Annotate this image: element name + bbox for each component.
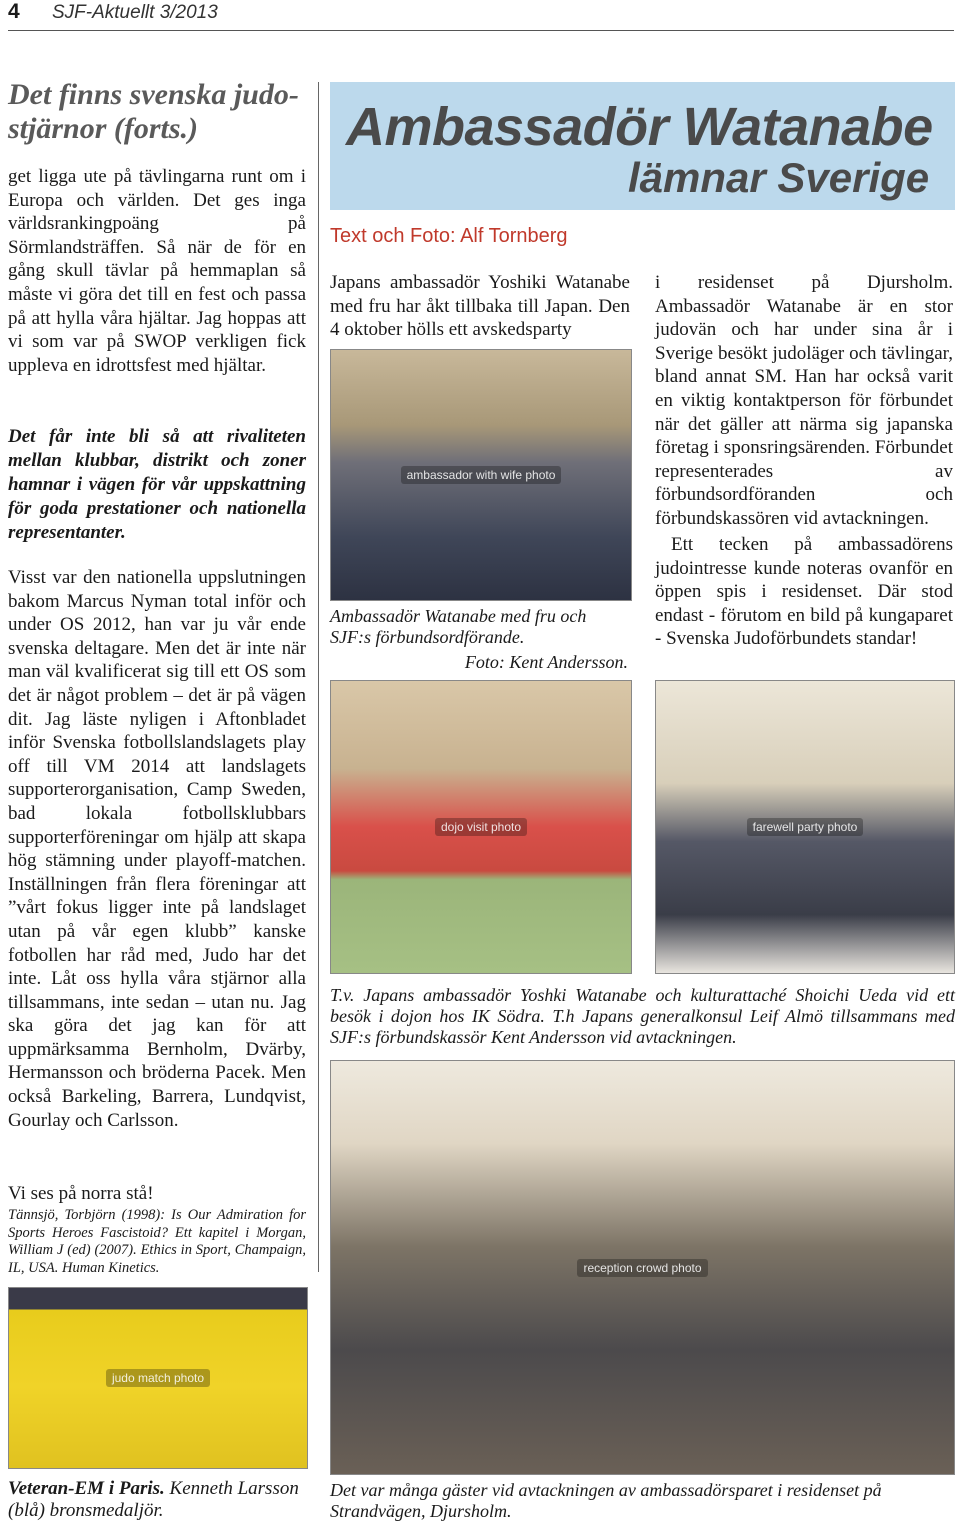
photo-credit: Foto: Kent Andersson. bbox=[464, 652, 628, 672]
judo-match-photo: judo match photo bbox=[8, 1287, 308, 1469]
pull-quote: Det får inte bli så att rivaliteten mellan klubbar, distrikt och zoner hamnar i vägen för vår uppskattning för goda prestationer och nationella representanter. bbox=[8, 426, 306, 543]
crowd-photo-caption: Det var många gäster vid avtackningen av ambassadörsparet i residenset på Strandvägen, Djursholm. bbox=[330, 1480, 882, 1521]
dojo-visit-photo: dojo visit photo bbox=[330, 680, 632, 974]
judo-photo-caption bbox=[8, 1478, 308, 1522]
left-signoff: Vi ses på norra stå! bbox=[8, 1183, 154, 1204]
right-paragraph-1: i residenset på Djursholm. Ambassadör Watanabe är en stor judovän och har under sina år i Sverige besökt judoläger och tävlingar, bland annat SM. Han har också varit en viktig kontaktperson för förbundet när det gäller att närma sig japanska företag i sponsringsärenden. Förbundet representerades av förbundsordföranden och förbundskassören vid avtackningen. bbox=[655, 272, 953, 529]
page-number: 4 bbox=[8, 0, 20, 23]
farewell-party-photo: farewell party photo bbox=[655, 680, 955, 974]
headline-main: Ambassadör Watanabe bbox=[346, 97, 933, 157]
caption-lead: Veteran-EM i Paris. bbox=[8, 1478, 165, 1499]
reference-note: Tännsjö, Torbjörn (1998): Is Our Admiration for Sports Heroes Fascistoid? Ett kapitel i Morgan, William J (ed) (2007). Ethics in Sport, Champaign, IL, USA. Human Kinetics. bbox=[8, 1207, 306, 1276]
ambassador-photo: ambassador with wife photo bbox=[330, 349, 632, 601]
left-article-title: Det finns svenska judo-stjärnor (forts.) bbox=[8, 78, 299, 145]
caption-rest: Kenneth Larsson (blå) bronsmedaljör. bbox=[8, 1478, 299, 1521]
header-divider bbox=[8, 30, 954, 31]
left-paragraph-1: get ligga ute på tävlingarna runt om i Europa och världen. Det ges inga världsrankingpoäng på Sörmlandsträffen. Så när de för en gång skull tävlar på hemmaplan så måste vi göra det till en fest och passa på att hylla våra hjältar. Jag hoppas att vi som var på SWOP verkligen fick uppleva en idrottsfest med hjältar. bbox=[8, 166, 306, 376]
issue-label: SJF-Aktuellt 3/2013 bbox=[52, 2, 218, 23]
left-paragraph-2: Visst var den nationella uppslutningen bakom Marcus Nyman total inför och under OS 2012, han var ju vår ende svenska deltagare. Men det är inte när man väl kvalificerat sig till ett OS som det är något problem – det är på vägen dit. Jag läste nyligen i Aftonbladet inför Svenska fotbollslandslagets play off till VM 2014 att landslagets supporterorganisation, Camp Sweden, bad lokala fotbollsklubbars supporterföreningar om hjälp att skapa hög stämning under playoff-matchen. Inställningen från flera föreningar att ”vårt fokus ligger inte på landslaget utan på vår egen klubb” kanske fotbollen har råd med, Judo har det inte. Låt oss hylla våra stjärnor alla tillsammans, inte sedan – utan nu. Jag ska göra det jag kan för att uppmärksamma Bernholm, Dvärby, Hermansson och bröderna Pacek. Men också Barkeling, Barrera, Lundqvist, Gourlay och Carlsson. bbox=[8, 567, 306, 1131]
column-divider bbox=[318, 82, 319, 1272]
right-paragraph-2: Ett tecken på ambassadörens judointresse kunde noteras ovanför en öppen spis i residenset. Där stod endast - förutom en bild på kungaparet - Svenska Judoförbundets standar! bbox=[655, 534, 953, 650]
headline-sub: lämnar Sverige bbox=[628, 154, 930, 201]
ambassador-photo-caption: Ambassadör Watanabe med fru och SJF:s förbundsordförande. bbox=[330, 606, 587, 647]
middle-paragraph: Japans ambassadör Yoshiki Watanabe med fru har åkt tillbaka till Japan. Den 4 oktober hölls ett avskedsparty bbox=[330, 272, 630, 341]
photos-caption: T.v. Japans ambassadör Yoshki Watanabe och kulturattaché Shoichi Ueda vid ett besök i dojon hos IK Södra. T.h Japans generalkonsul Leif Almö tillsammans med SJF:s förbundskassör Kent Andersson vid avtackningen. bbox=[330, 985, 955, 1047]
byline: Text och Foto: Alf Tornberg bbox=[330, 225, 568, 247]
reception-crowd-photo: reception crowd photo bbox=[330, 1060, 955, 1475]
